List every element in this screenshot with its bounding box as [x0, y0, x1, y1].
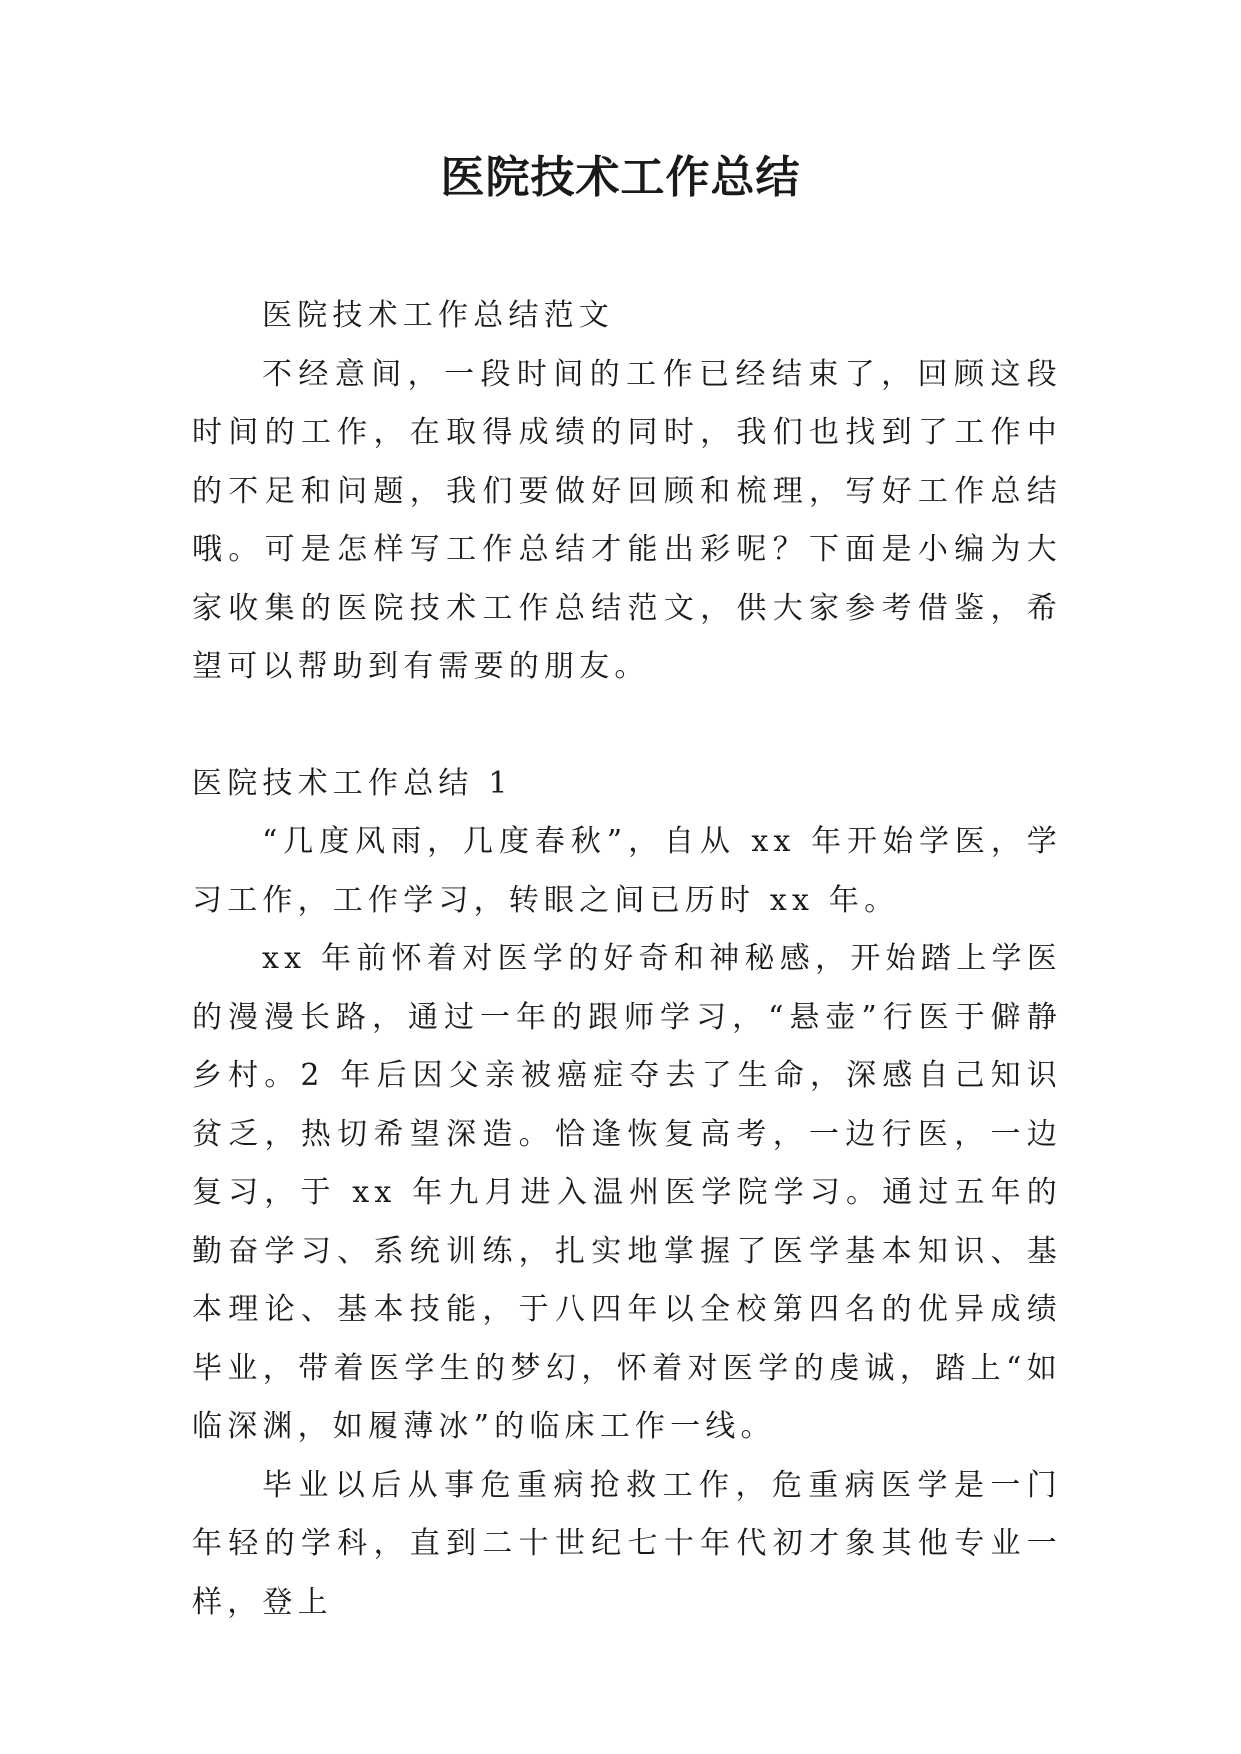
- document-body: [192, 287, 1062, 1632]
- section-heading: 医院技术工作总结 1: [192, 765, 513, 801]
- body-paragraph-1: “几度风雨，几度春秋”，自从 xx 年开始学医，学习工作，工作学习，转眼之间已历时 xx 年。: [192, 824, 1062, 918]
- document-subtitle: 医院技术工作总结范文: [262, 298, 614, 333]
- intro-paragraph: 不经意间，一段时间的工作已经结束了，回顾这段时间的工作，在取得成绩的同时，我们也找到了工作中的不足和问题，我们要做好回顾和梳理，写好工作总结哦。可是怎样写工作总结才能出彩呢？下面是小编为大家收集的医院技术工作总结范文，供大家参考借鉴，希望可以帮助到有需要的朋友。: [192, 356, 1062, 684]
- body-paragraph-3: 毕业以后从事危重病抢救工作，危重病医学是一门年轻的学科，直到二十世纪七十年代初才象其他专业一样，登上: [192, 1467, 1062, 1620]
- body-paragraph-2: xx 年前怀着对医学的好奇和神秘感，开始踏上学医的漫漫长路，通过一年的跟师学习，“悬壶”行医于僻静乡村。2 年后因父亲被癌症夺去了生命，深感自己知识贫乏，热切希望深造。恰逢恢复高考，一边行医，一边复习，于 xx 年九月进入温州医学院学习。通过五年的勤奋学习、系统训练，扎实地掌握了医学基本知识、基本理论、基本技能，于八四年以全校第四名的优异成绩毕业，带着医学生的梦幻，怀着对医学的虔诚，踏上“如临深渊，如履薄冰”的临床工作一线。: [192, 941, 1063, 1444]
- document-title: 医院技术工作总结: [440, 152, 801, 203]
